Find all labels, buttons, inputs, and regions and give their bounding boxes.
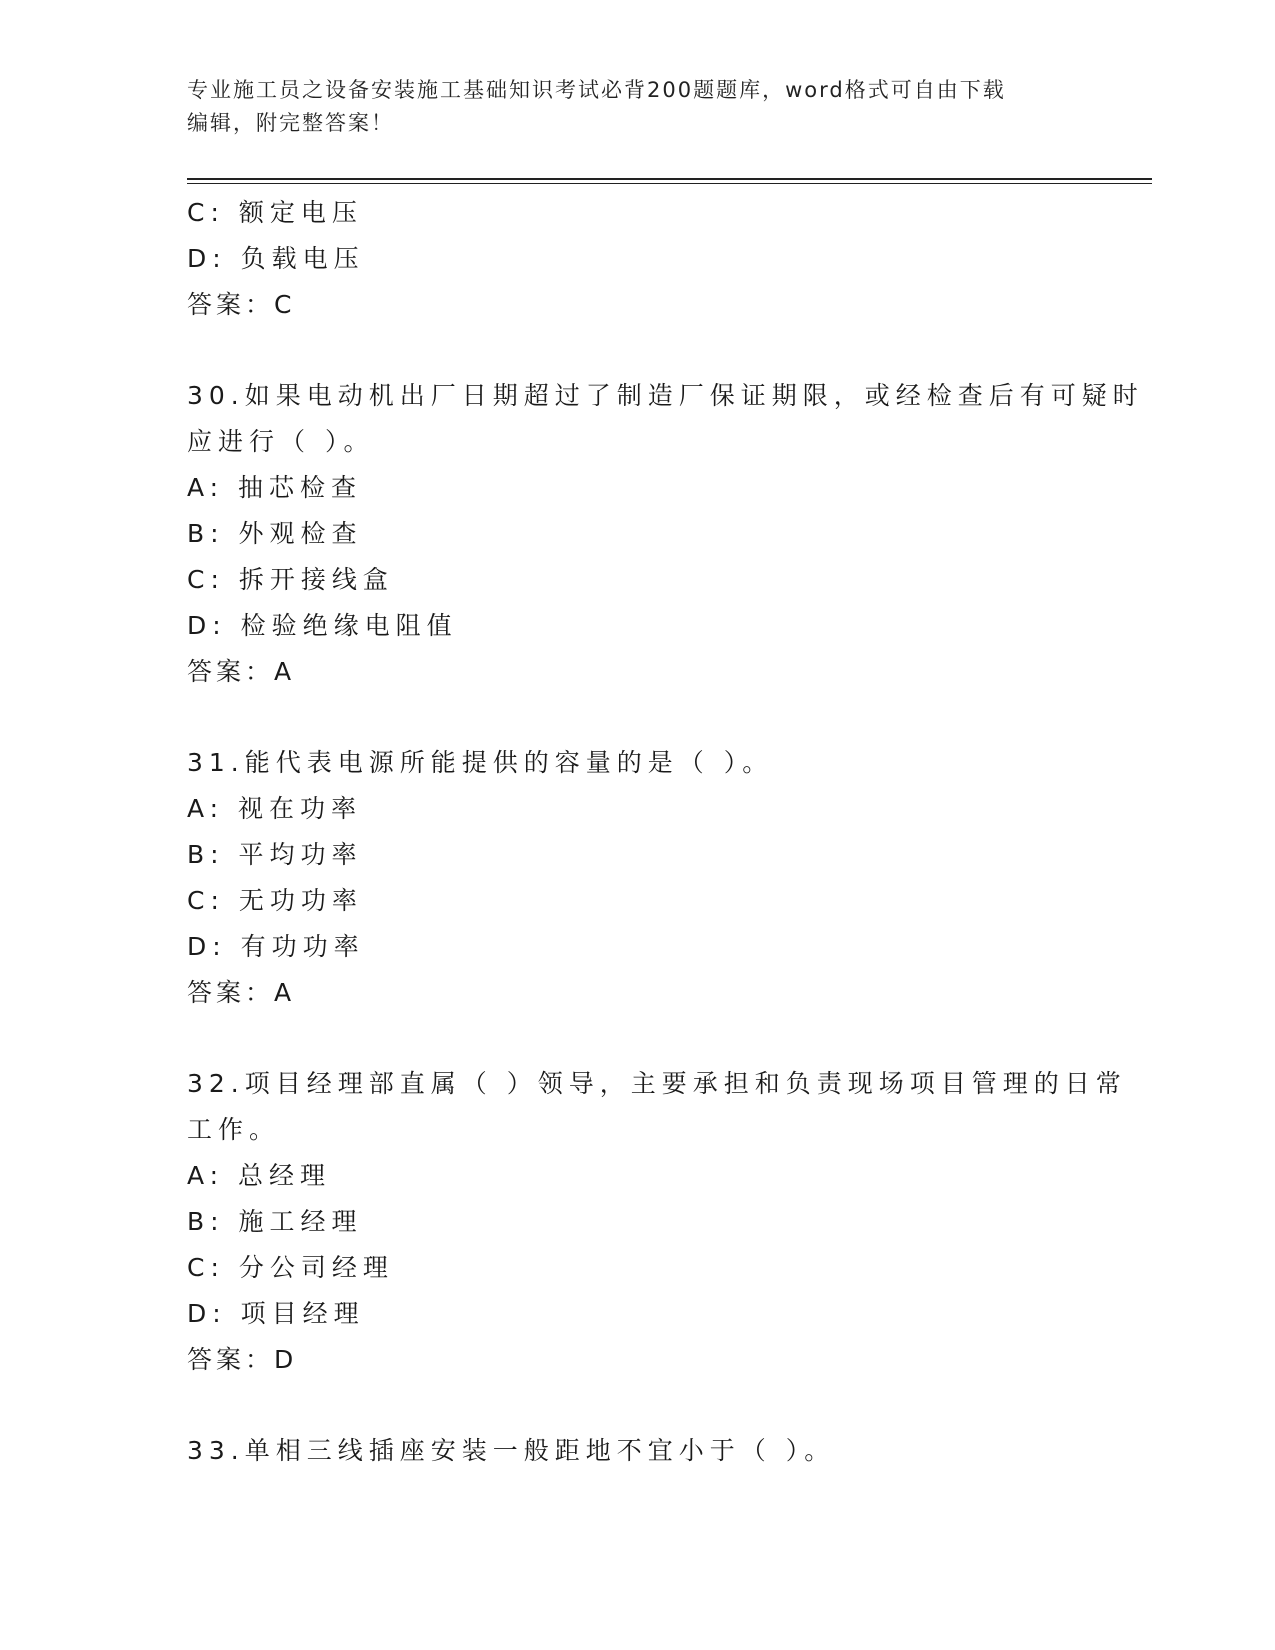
answer: 答案：A (187, 978, 296, 1007)
option-c: C: 拆开接线盒 (187, 565, 394, 594)
option-d: D: 项目经理 (187, 1299, 365, 1328)
option-a: A: 视在功率 (187, 794, 363, 823)
spacer (187, 695, 1107, 740)
option-d: D: 检验绝缘电阻值 (187, 611, 458, 640)
option-d: D: 有功功率 (187, 932, 365, 961)
question-30 (187, 373, 1144, 695)
spacer (187, 328, 1107, 373)
option-c: C: 额定电压 (187, 198, 363, 227)
question-text: 30.如果电动机出厂日期超过了制造厂保证期限，或经检查后有可疑时 (187, 381, 1144, 410)
option-b: B: 施工经理 (187, 1207, 363, 1236)
question-31 (187, 740, 1107, 1016)
option-c: C: 分公司经理 (187, 1253, 394, 1282)
spacer (187, 1383, 1107, 1428)
spacer (187, 1016, 1107, 1061)
question-33 (187, 1428, 1107, 1474)
header-divider-thin (187, 183, 1152, 184)
question-text-cont: 应进行（ ）。 (187, 427, 375, 456)
option-d: D: 负载电压 (187, 244, 365, 273)
question-text: 33.单相三线插座安装一般距地不宜小于（ ）。 (187, 1436, 836, 1465)
question-text: 32.项目经理部直属（ ）领导，主要承担和负责现场项目管理的日常 (187, 1069, 1127, 1098)
header-line-2: 编辑，附完整答案！ (187, 111, 394, 135)
answer: 答案：D (187, 1345, 298, 1374)
question-content (187, 190, 1144, 1474)
option-b: B: 外观检查 (187, 519, 363, 548)
header-line-1: 专业施工员之设备安装施工基础知识考试必背200题题库，word格式可自由下载 (187, 78, 1006, 102)
answer: 答案：C (187, 290, 296, 319)
option-a: A: 抽芯检查 (187, 473, 363, 502)
question-32 (187, 1061, 1127, 1383)
question-text: 31.能代表电源所能提供的容量的是（ ）。 (187, 748, 774, 777)
question-text-cont: 工作。 (187, 1115, 281, 1144)
answer: 答案：A (187, 657, 296, 686)
document-header (187, 74, 1087, 140)
option-b: B: 平均功率 (187, 840, 363, 869)
option-a: A: 总经理 (187, 1161, 332, 1190)
header-divider-thick (187, 178, 1152, 180)
question-29-continuation (187, 190, 1107, 328)
option-c: C: 无功功率 (187, 886, 363, 915)
